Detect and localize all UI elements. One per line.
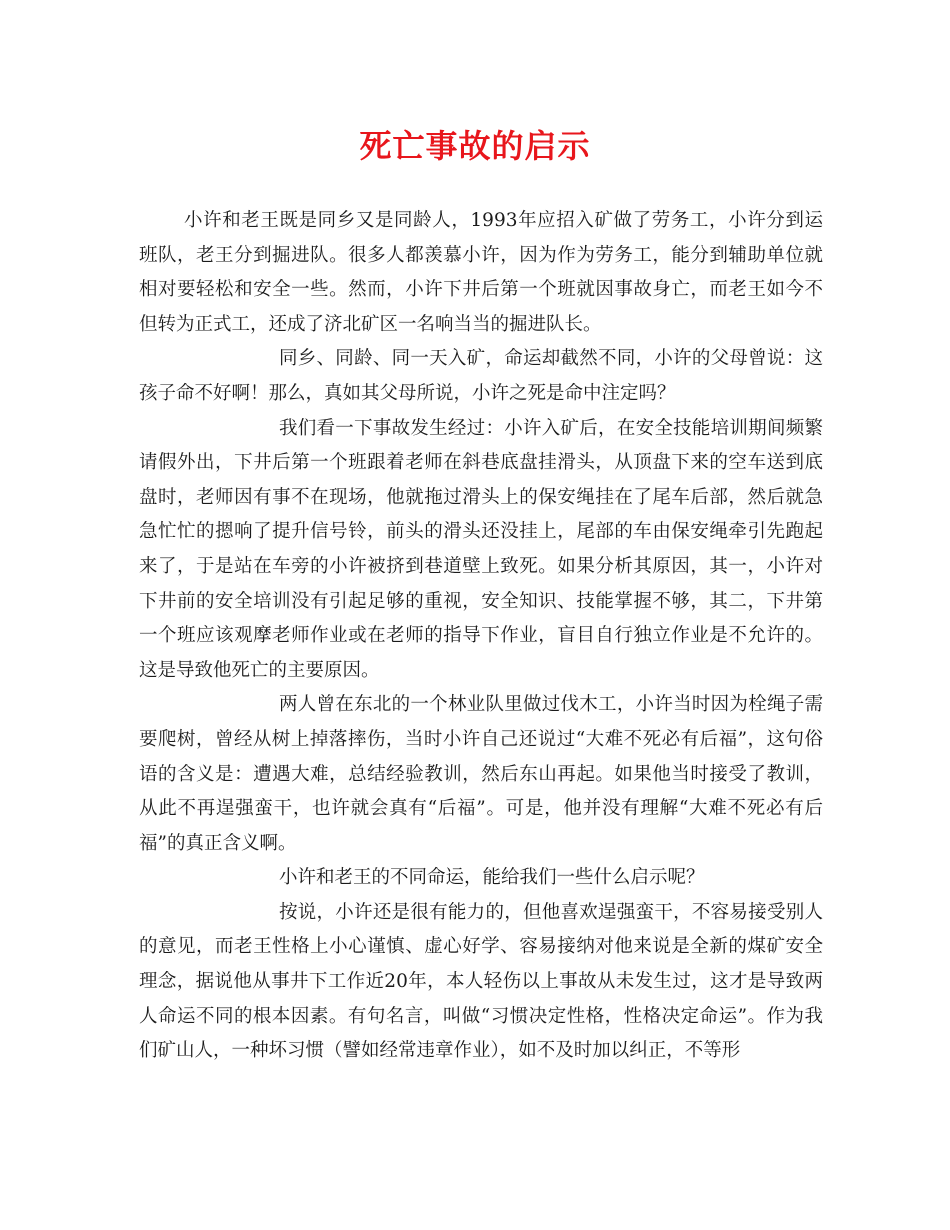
paragraph-2: 同乡、同龄、同一天入矿，命运却截然不同，小许的父母曾说：这孩子命不好啊！那么，真如其父母所说，小许之死是命中注定吗？: [139, 348, 823, 404]
document-body: [139, 204, 823, 1069]
paragraph-5: 小许和老王的不同命运，能给我们一些什么启示呢？: [279, 867, 705, 889]
page-title: 死亡事故的启示: [359, 127, 591, 165]
paragraph-4: 两人曾在东北的一个林业队里做过伐木工，小许当时因为栓绳子需要爬树，曾经从树上掉落摔伤，当时小许自己还说过“大难不死必有后福”，这句俗语的含义是：遭遇大难，总结经验教训，然后东山再起。如果他当时接受了教训，从此不再逞强蛮干，也许就会真有“后福”。可是，他并没有理解“大难不死必有后福”的真正含义啊。: [139, 694, 823, 854]
paragraph-6: 按说，小许还是很有能力的，但他喜欢逞强蛮干，不容易接受别人的意见，而老王性格上小心谨慎、虚心好学、容易接纳对他来说是全新的煤矿安全理念，据说他从事井下工作近20年，本人轻伤以上事故从未发生过，这才是导致两人命运不同的根本因素。有句名言，叫做“习惯决定性格，性格决定命运”。作为我们矿山人，一种坏习惯（譬如经常违章作业），如不及时加以纠正，不等形: [139, 901, 823, 1062]
paragraph-3: 我们看一下事故发生经过：小许入矿后，在安全技能培训期间频繁请假外出，下井后第一个班跟着老师在斜巷底盘挂滑头，从顶盘下来的空车送到底盘时，老师因有事不在现场，他就拖过滑头上的保安绳挂在了尾车后部，然后就急急忙忙的摁响了提升信号铃，前头的滑头还没挂上，尾部的车由保安绳牵引先跑起来了，于是站在车旁的小许被挤到巷道壁上致死。如果分析其原因，其一，小许对下井前的安全培训没有引起足够的重视，安全知识、技能掌握不够，其二，下井第一个班应该观摩老师作业或在老师的指导下作业，盲目自行独立作业是不允许的。这是导致他死亡的主要原因。: [139, 417, 823, 681]
paragraph-1: 小许和老王既是同乡又是同龄人，1993年应招入矿做了劳务工，小许分到运班队，老王分到掘进队。很多人都羡慕小许，因为作为劳务工，能分到辅助单位就相对要轻松和安全一些。然而，小许下井后第一个班就因事故身亡，而老王如今不但转为正式工，还成了济北矿区一名响当当的掘进队长。: [139, 210, 823, 335]
